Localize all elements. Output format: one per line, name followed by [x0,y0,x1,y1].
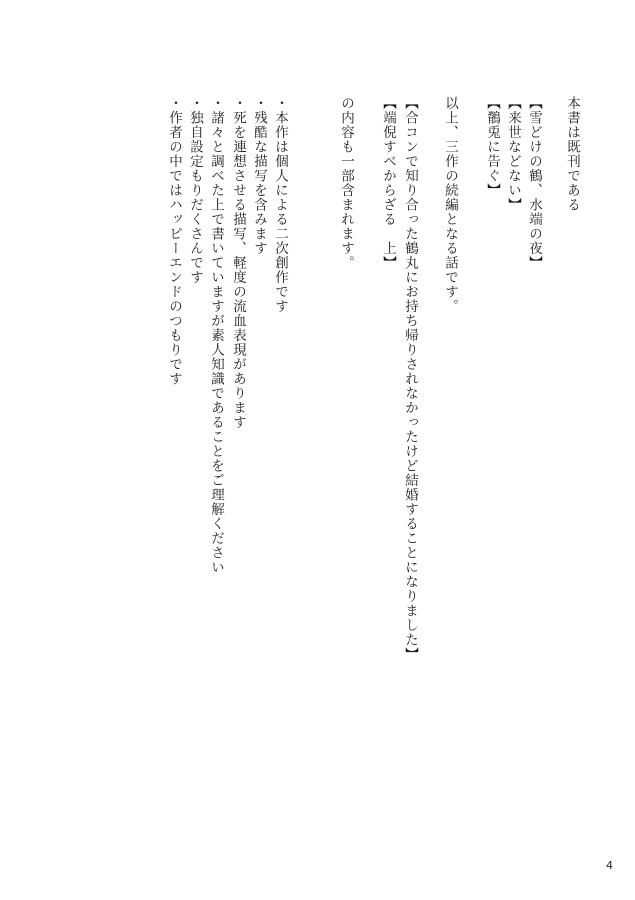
note-item: ・作者の中ではハッピーエンドのつもりです [166,96,182,386]
included-title: 【端倪すべからざる 上】 [380,96,396,270]
included-note: の内容も一部含まれます。 [338,96,354,270]
note-item: ・諸々と調べた上で書いていますが素人知識であることをご理解ください [208,96,224,575]
sequel-line: 以上、三作の続編となる話です。 [442,96,458,314]
title-item: 【鶺兎に告ぐ】 [484,96,500,198]
title-item: 【来世などない】 [505,96,521,212]
included-title: 【合コンで知り合った鶴丸にお持ち帰りされなかったけど結婚することになりました】 [402,96,418,662]
note-item: ・独自設定もりだくさんです [187,96,203,285]
title-item: 【雪どけの鶴、水端の夜】 [526,96,542,270]
page-number: 4 [606,859,613,872]
note-item: ・死を連想させる描写、軽度の流血表現があります [230,96,246,430]
note-item: ・残酷な描写を含みます [251,96,267,256]
intro-line: 本書は既刊である [564,96,580,212]
note-item: ・本作は個人による二次創作です [272,96,288,314]
